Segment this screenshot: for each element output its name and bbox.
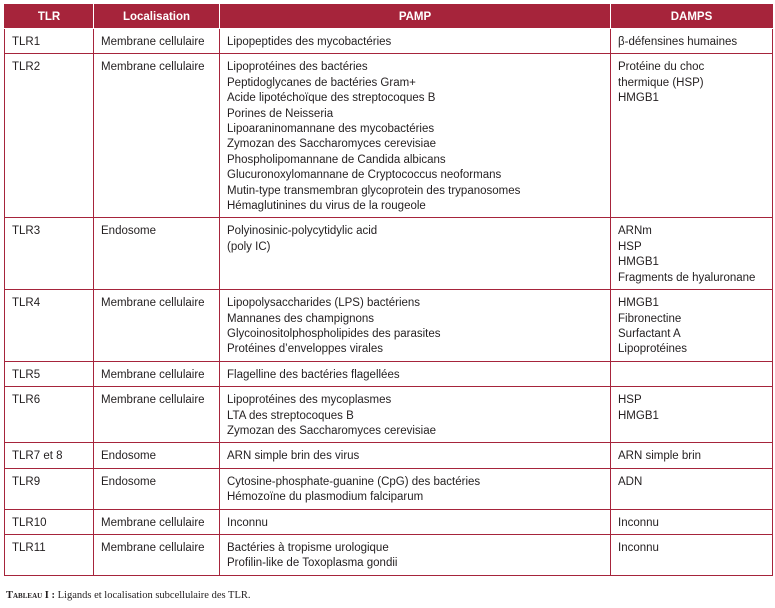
damps-item: Surfactant A	[618, 327, 681, 340]
table-row	[5, 361, 773, 386]
damps-item: HMGB1	[618, 297, 659, 310]
pamp-item: Lipopolysaccharides (LPS) bactériens	[227, 297, 421, 310]
damps-item: thermique (HSP)	[618, 76, 704, 89]
table-header-row	[5, 5, 773, 29]
pamp-item: Lipoaraninomannane des mycobactéries	[227, 123, 435, 136]
damps-item: HMGB1	[618, 92, 659, 105]
caption-label: Tableau I :	[6, 590, 56, 601]
cell-localisation: Endosome	[94, 218, 220, 290]
pamp-item: Cytosine-phosphate-guanine (CpG) des bactéries	[227, 475, 481, 488]
cell-tlr: TLR5	[5, 361, 94, 386]
cell-tlr: TLR4	[5, 290, 94, 362]
table-row	[5, 54, 773, 218]
pamp-item: Peptidoglycanes de bactéries Gram+	[227, 76, 416, 89]
cell-damps	[611, 218, 773, 290]
cell-pamp	[220, 387, 611, 443]
cell-pamp	[220, 468, 611, 509]
pamp-item: Acide lipotéchoïque des streptocoques B	[227, 92, 436, 105]
pamp-item: Flagelline des bactéries flagellées	[227, 368, 400, 381]
pamp-item: ARN simple brin des virus	[227, 450, 360, 463]
cell-damps	[611, 361, 773, 386]
pamp-item: Lipoprotéines des bactéries	[227, 61, 368, 74]
damps-item: HMGB1	[618, 409, 659, 422]
damps-item: Fragments de hyaluronane	[618, 271, 756, 284]
cell-tlr: TLR11	[5, 534, 94, 575]
cell-damps	[611, 29, 773, 54]
damps-item: Inconnu	[618, 516, 659, 529]
damps-item: ARN simple brin	[618, 450, 702, 463]
table-row	[5, 509, 773, 534]
pamp-item: (poly IC)	[227, 240, 271, 253]
cell-tlr: TLR10	[5, 509, 94, 534]
pamp-item: Glucuronoxylomannane de Cryptococcus neoformans	[227, 169, 502, 182]
pamp-item: Phospholipomannane de Candida albicans	[227, 153, 446, 166]
table-row	[5, 290, 773, 362]
pamp-item: Lipopeptides des mycobactéries	[227, 36, 392, 48]
table-row	[5, 468, 773, 509]
cell-localisation: Membrane cellulaire	[94, 29, 220, 54]
cell-tlr: TLR6	[5, 387, 94, 443]
cell-tlr: TLR1	[5, 29, 94, 54]
pamp-item: Mutin-type transmembran glycoprotein des trypanosomes	[227, 184, 521, 197]
damps-item: HMGB1	[618, 256, 659, 269]
pamp-item: Porines de Neisseria	[227, 107, 334, 120]
cell-pamp	[220, 361, 611, 386]
cell-damps	[611, 54, 773, 218]
pamp-item: Mannanes des champignons	[227, 312, 375, 325]
cell-damps	[611, 509, 773, 534]
damps-item: Fibronectine	[618, 312, 682, 325]
damps-item: Inconnu	[618, 541, 659, 554]
cell-localisation: Membrane cellulaire	[94, 534, 220, 575]
pamp-item: Zymozan des Saccharomyces cerevisiae	[227, 424, 436, 437]
caption-text: Ligands et localisation subcellulaire des TLR.	[55, 590, 251, 601]
cell-damps	[611, 290, 773, 362]
cell-damps	[611, 387, 773, 443]
header-tlr: TLR	[5, 5, 94, 29]
cell-tlr: TLR2	[5, 54, 94, 218]
table-row	[5, 387, 773, 443]
header-pamp: PAMP	[220, 5, 611, 29]
pamp-item: LTA des streptocoques B	[227, 409, 354, 422]
cell-localisation: Endosome	[94, 468, 220, 509]
cell-pamp	[220, 218, 611, 290]
pamp-item: Protéines d’enveloppes virales	[227, 343, 383, 356]
table-row	[5, 534, 773, 575]
damps-item: Lipoprotéines	[618, 343, 688, 356]
damps-item: HSP	[618, 394, 642, 407]
pamp-item: Polyinosinic-polycytidylic acid	[227, 225, 378, 238]
pamp-item: Zymozan des Saccharomyces cerevisiae	[227, 138, 436, 151]
header-localisation: Localisation	[94, 5, 220, 29]
cell-pamp	[220, 534, 611, 575]
damps-item: Protéine du choc	[618, 61, 705, 74]
pamp-item: Hémozoïne du plasmodium falciparum	[227, 491, 424, 504]
cell-localisation: Membrane cellulaire	[94, 290, 220, 362]
cell-pamp	[220, 290, 611, 362]
table-caption	[6, 590, 250, 601]
cell-tlr: TLR9	[5, 468, 94, 509]
cell-damps	[611, 443, 773, 468]
table-row	[5, 443, 773, 468]
cell-damps	[611, 534, 773, 575]
header-damps: DAMPS	[611, 5, 773, 29]
cell-pamp	[220, 443, 611, 468]
cell-localisation: Membrane cellulaire	[94, 387, 220, 443]
cell-localisation: Membrane cellulaire	[94, 54, 220, 218]
pamp-item: Inconnu	[227, 516, 268, 529]
cell-localisation: Membrane cellulaire	[94, 509, 220, 534]
cell-localisation: Membrane cellulaire	[94, 361, 220, 386]
pamp-item: Lipoprotéines des mycoplasmes	[227, 394, 392, 407]
pamp-item: Hémaglutinines du virus de la rougeole	[227, 200, 426, 213]
cell-tlr: TLR3	[5, 218, 94, 290]
cell-pamp	[220, 29, 611, 54]
damps-item: HSP	[618, 240, 642, 253]
tlr-table	[4, 4, 773, 576]
pamp-item: Profilin-like de Toxoplasma gondii	[227, 557, 398, 570]
cell-pamp	[220, 509, 611, 534]
pamp-item: Bactéries à tropisme urologique	[227, 541, 389, 554]
pamp-item: Glycoinositolphospholipides des parasites	[227, 327, 441, 340]
damps-item: β-défensines humaines	[618, 36, 738, 48]
cell-damps	[611, 468, 773, 509]
damps-item: ARNm	[618, 225, 652, 238]
cell-pamp	[220, 54, 611, 218]
cell-localisation: Endosome	[94, 443, 220, 468]
table-row	[5, 218, 773, 290]
table-row	[5, 29, 773, 54]
cell-tlr: TLR7 et 8	[5, 443, 94, 468]
damps-item: ADN	[618, 475, 643, 488]
